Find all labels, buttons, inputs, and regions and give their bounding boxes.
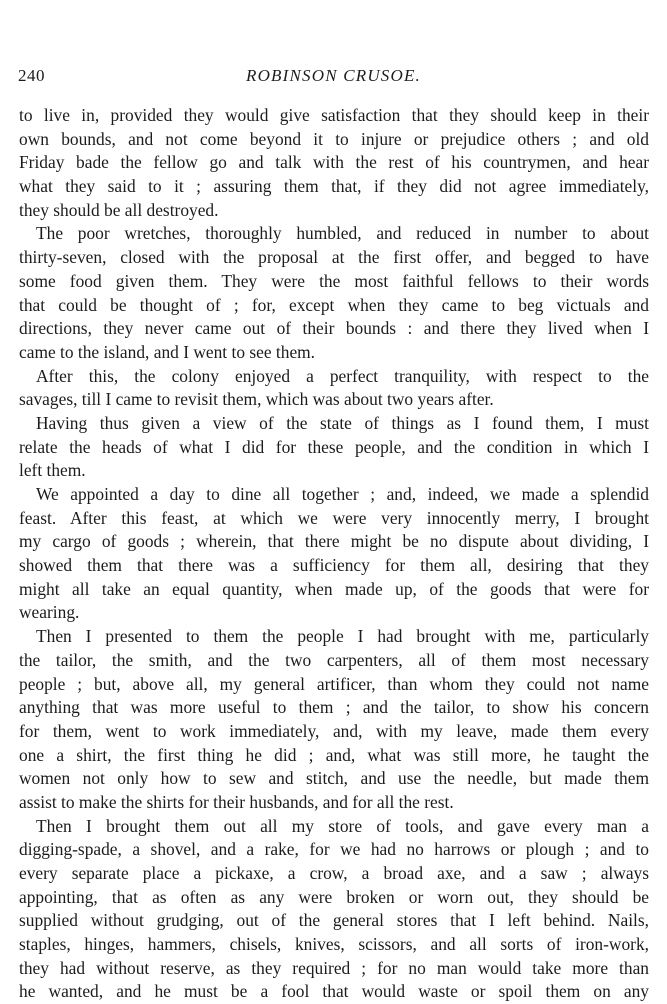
text-line: savages, till I came to revisit them, which was about two years after. bbox=[19, 389, 494, 410]
text-line: every separate place a pickaxe, a crow, a broad axe, and a saw ; always bbox=[19, 863, 649, 883]
paragraph bbox=[19, 104, 649, 222]
text-line: what they said to it ; assuring them that, if they did not agree immediately, bbox=[19, 176, 649, 197]
text-line: that could be thought of ; for, except when they came to beg victuals and bbox=[19, 294, 649, 315]
text-line: digging-spade, a shovel, and a rake, for we had no harrows or plough ; and to bbox=[19, 839, 649, 860]
text-line: Friday bade the fellow go and talk with the rest of his countrymen, and hear bbox=[19, 152, 649, 173]
text-line: they should be all destroyed. bbox=[19, 199, 219, 220]
text-line: relate the heads of what I did for these people, and the condition in which I bbox=[19, 436, 649, 457]
text-line: directions, they never came out of their bounds : and there they lived when I bbox=[19, 318, 649, 339]
page-number: 240 bbox=[18, 66, 45, 85]
text-line: supplied without grudging, out of the general stores that I left behind. Nails, bbox=[19, 910, 649, 931]
text-line: Having thus given a view of the state of things as I found them, I must bbox=[36, 412, 649, 433]
text-line: came to the island, and I went to see them. bbox=[19, 341, 316, 362]
text-line: feast. After this feast, at which we were very innocently merry, I brought bbox=[19, 507, 649, 528]
paragraph bbox=[19, 365, 649, 412]
paragraph bbox=[19, 483, 649, 625]
text-line: some food given them. They were the most faithful fellows to their words bbox=[19, 270, 649, 291]
text-line: left them. bbox=[19, 460, 86, 481]
text-line: they had without reserve, as they required ; for no man would take more than bbox=[19, 957, 649, 978]
text-line: wearing. bbox=[19, 602, 80, 623]
text-line: thirty-seven, closed with the proposal at the first offer, and begged to have bbox=[19, 247, 649, 268]
text-line: he wanted, and he must be a fool that would waste or spoil them on any bbox=[19, 981, 649, 1002]
text-line: own bounds, and not come beyond it to injure or prejudice others ; and old bbox=[19, 128, 649, 149]
text-line: The poor wretches, thoroughly humbled, and reduced in number to about bbox=[36, 223, 649, 244]
text-line: people ; but, above all, my general artificer, than whom they could not name bbox=[19, 673, 649, 694]
text-line: anything that was more useful to them ; and the tailor, to show his concern bbox=[19, 697, 649, 718]
running-head bbox=[18, 66, 649, 90]
text-line: might all take an equal quantity, when made up, of the goods that were for bbox=[19, 578, 649, 599]
text-line: showed them that there was a sufficiency for them all, desiring that they bbox=[19, 555, 649, 576]
text-line: for them, went to work immediately, and, with my leave, made them every bbox=[19, 720, 649, 741]
text-line: After this, the colony enjoyed a perfect tranquility, with respect to the bbox=[36, 365, 649, 386]
paragraph bbox=[19, 412, 649, 483]
paragraph bbox=[19, 625, 649, 815]
text-line: assist to make the shirts for their husbands, and for all the rest. bbox=[19, 791, 454, 812]
text-line: my cargo of goods ; wherein, that there might be no dispute about dividing, I bbox=[19, 531, 649, 552]
text-line: the tailor, the smith, and the two carpenters, all of them most necessary bbox=[19, 649, 649, 670]
book-title: ROBINSON CRUSOE. bbox=[245, 66, 422, 85]
text-line: Then I presented to them the people I had brought with me, particularly bbox=[36, 626, 649, 647]
text-line: staples, hinges, hammers, chisels, knives, scissors, and all sorts of iron-work, bbox=[19, 934, 649, 955]
text-line: one a shirt, the first thing he did ; and, what was still more, he taught the bbox=[19, 744, 649, 765]
text-line: women not only how to sew and stitch, and use the needle, but made them bbox=[19, 768, 649, 789]
text-line: We appointed a day to dine all together ; and, indeed, we made a splendid bbox=[36, 484, 649, 504]
text-line: Then I brought them out all my store of tools, and gave every man a bbox=[36, 815, 649, 836]
body-text bbox=[19, 104, 649, 1004]
text-line: appointing, that as often as any were broken or worn out, they should be bbox=[19, 886, 649, 907]
paragraph bbox=[19, 222, 649, 364]
text-line: to live in, provided they would give satisfaction that they should keep in their bbox=[19, 105, 649, 125]
paragraph bbox=[19, 815, 649, 1004]
